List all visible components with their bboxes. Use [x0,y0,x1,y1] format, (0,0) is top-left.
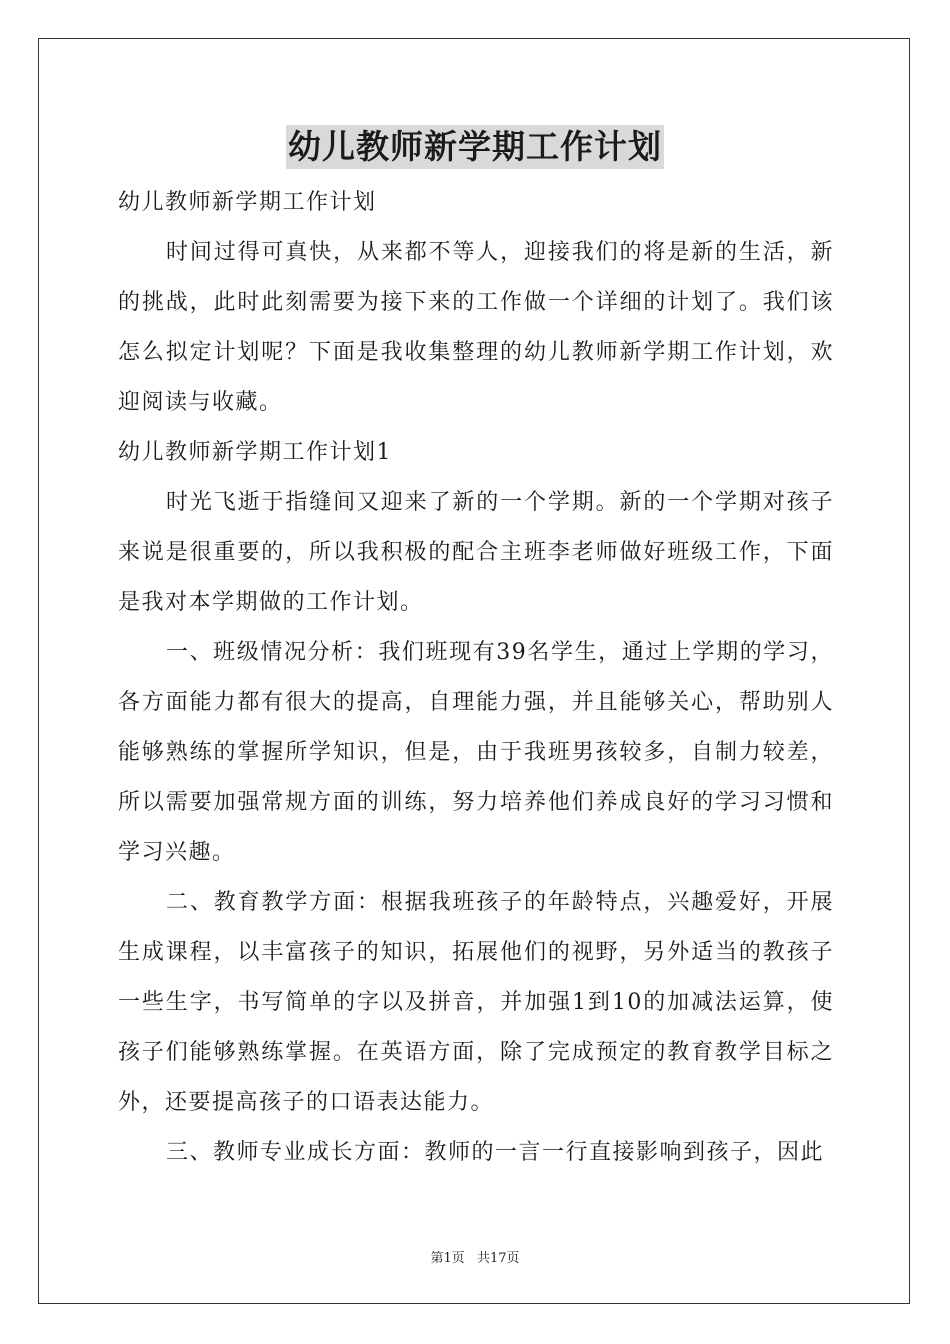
section-heading: 幼儿教师新学期工作计划1 [118,440,392,465]
total-pages: 共17页 [476,1251,520,1266]
document-title: 幼儿教师新学期工作计划 [286,125,664,169]
body-paragraph: 时光飞逝于指缝间又迎来了新的一个学期。新的一个学期对孩子来说是很重要的，所以我积极的配合主班李老师做好班级工作，下面是我对本学期做的工作计划。 [118,490,834,615]
page-number: 第1页 [430,1251,465,1266]
document-body [118,178,834,1178]
page-footer [0,1247,950,1266]
subtitle-paragraph: 幼儿教师新学期工作计划 [118,190,377,215]
body-paragraph: 三、教师专业成长方面：教师的一言一行直接影响到孩子，因此 [166,1140,825,1165]
body-paragraph: 二、教育教学方面：根据我班孩子的年龄特点，兴趣爱好，开展生成课程，以丰富孩子的知识，拓展他们的视野，另外适当的教孩子一些生字，书写简单的字以及拼音，并加强1到10的加减法运算，使孩子们能够熟练掌握。在英语方面，除了完成预定的教育教学目标之外，还要提高孩子的口语表达能力。 [118,890,834,1115]
title-container [0,125,950,169]
body-paragraph: 一、班级情况分析：我们班现有39名学生，通过上学期的学习，各方面能力都有很大的提高，自理能力强，并且能够关心，帮助别人能够熟练的掌握所学知识，但是，由于我班男孩较多，自制力较差，所以需要加强常规方面的训练，努力培养他们养成良好的学习习惯和学习兴趣。 [118,640,834,865]
intro-paragraph: 时间过得可真快，从来都不等人，迎接我们的将是新的生活，新的挑战，此时此刻需要为接下来的工作做一个详细的计划了。我们该怎么拟定计划呢？下面是我收集整理的幼儿教师新学期工作计划，欢迎阅读与收藏。 [118,240,834,415]
